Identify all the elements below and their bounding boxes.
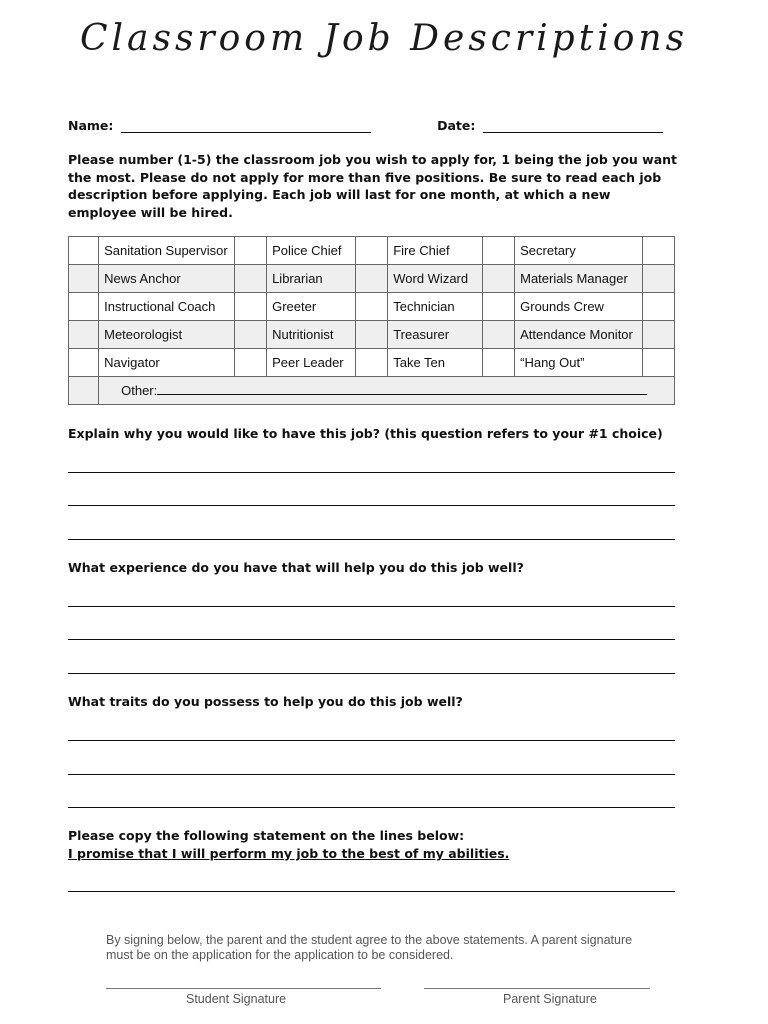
job-cell: “Hang Out” — [515, 349, 643, 377]
job-number-box[interactable] — [235, 265, 267, 293]
job-number-box[interactable] — [69, 321, 99, 349]
job-number-box[interactable] — [356, 321, 388, 349]
job-cell: Instructional Coach — [99, 293, 235, 321]
job-number-box[interactable] — [642, 349, 674, 377]
name-date-row — [68, 118, 663, 133]
other-line[interactable] — [157, 383, 647, 395]
job-number-box[interactable] — [235, 321, 267, 349]
job-number-box[interactable] — [69, 349, 99, 377]
answer-line[interactable] — [68, 539, 675, 540]
answer-line[interactable] — [68, 807, 675, 808]
date-label: Date: — [437, 118, 476, 133]
answer-line[interactable] — [68, 774, 675, 775]
table-row-other — [69, 377, 675, 405]
signature-note: By signing below, the parent and the student agree to the above statements. A parent signature must be on the application for the application to be considered. — [106, 933, 633, 962]
job-cell: Librarian — [267, 265, 356, 293]
job-cell: Nutritionist — [267, 321, 356, 349]
job-number-box[interactable] — [642, 293, 674, 321]
question-experience: What experience do you have that will help you do this job well? — [68, 560, 524, 575]
job-number-box[interactable] — [356, 293, 388, 321]
table-row — [69, 237, 675, 265]
job-table — [68, 236, 675, 405]
table-row — [69, 265, 675, 293]
job-number-box[interactable] — [483, 293, 515, 321]
answer-line[interactable] — [68, 673, 675, 674]
other-cell[interactable] — [99, 377, 675, 405]
job-number-box[interactable] — [483, 321, 515, 349]
job-number-box[interactable] — [483, 265, 515, 293]
job-number-box[interactable] — [235, 237, 267, 265]
student-signature-line[interactable] — [106, 988, 381, 989]
table-row — [69, 349, 675, 377]
promise-statement: I promise that I will perform my job to the best of my abilities. — [68, 846, 510, 861]
job-cell: Word Wizard — [388, 265, 483, 293]
job-cell: Greeter — [267, 293, 356, 321]
job-cell: Attendance Monitor — [515, 321, 643, 349]
answer-line[interactable] — [68, 639, 675, 640]
job-number-box[interactable] — [69, 293, 99, 321]
answer-line[interactable] — [68, 472, 675, 473]
job-number-box[interactable] — [356, 265, 388, 293]
job-number-box[interactable] — [642, 321, 674, 349]
job-number-box[interactable] — [483, 237, 515, 265]
job-cell: Treasurer — [388, 321, 483, 349]
job-cell: Sanitation Supervisor — [99, 237, 235, 265]
question-copy-statement: Please copy the following statement on the lines below: — [68, 828, 465, 843]
job-cell: Peer Leader — [267, 349, 356, 377]
job-cell: Navigator — [99, 349, 235, 377]
job-number-box[interactable] — [69, 377, 99, 405]
job-cell: Take Ten — [388, 349, 483, 377]
name-label: Name: — [68, 118, 114, 133]
answer-line[interactable] — [68, 891, 675, 892]
job-cell: Meteorologist — [99, 321, 235, 349]
job-number-box[interactable] — [235, 349, 267, 377]
job-cell: News Anchor — [99, 265, 235, 293]
job-number-box[interactable] — [69, 265, 99, 293]
date-field[interactable] — [483, 132, 663, 133]
name-field[interactable] — [121, 132, 371, 133]
parent-signature-line[interactable] — [424, 988, 650, 989]
job-cell: Fire Chief — [388, 237, 483, 265]
job-number-box[interactable] — [69, 237, 99, 265]
job-number-box[interactable] — [356, 349, 388, 377]
job-number-box[interactable] — [235, 293, 267, 321]
table-row — [69, 293, 675, 321]
question-why: Explain why you would like to have this job? (this question refers to your #1 choice) — [68, 426, 663, 441]
page-title: Classroom Job Descriptions — [79, 18, 689, 59]
table-row — [69, 321, 675, 349]
job-cell: Materials Manager — [515, 265, 643, 293]
job-cell: Secretary — [515, 237, 643, 265]
job-number-box[interactable] — [356, 237, 388, 265]
job-number-box[interactable] — [642, 265, 674, 293]
instructions-text: Please number (1-5) the classroom job you wish to apply for, 1 being the job you want the most. Please do not apply for more than five positions. Be sure to read each job description before applying. Each job will last for one month, at which a new employee will be hired. — [68, 152, 678, 220]
parent-signature-label: Parent Signature — [503, 992, 597, 1006]
student-signature-label: Student Signature — [186, 992, 287, 1006]
job-cell: Technician — [388, 293, 483, 321]
other-label: Other: — [121, 383, 158, 398]
job-number-box[interactable] — [642, 237, 674, 265]
question-traits: What traits do you possess to help you do this job well? — [68, 694, 463, 709]
answer-line[interactable] — [68, 606, 675, 607]
job-cell: Grounds Crew — [515, 293, 643, 321]
job-number-box[interactable] — [483, 349, 515, 377]
answer-line[interactable] — [68, 505, 675, 506]
job-cell: Police Chief — [267, 237, 356, 265]
answer-line[interactable] — [68, 740, 675, 741]
